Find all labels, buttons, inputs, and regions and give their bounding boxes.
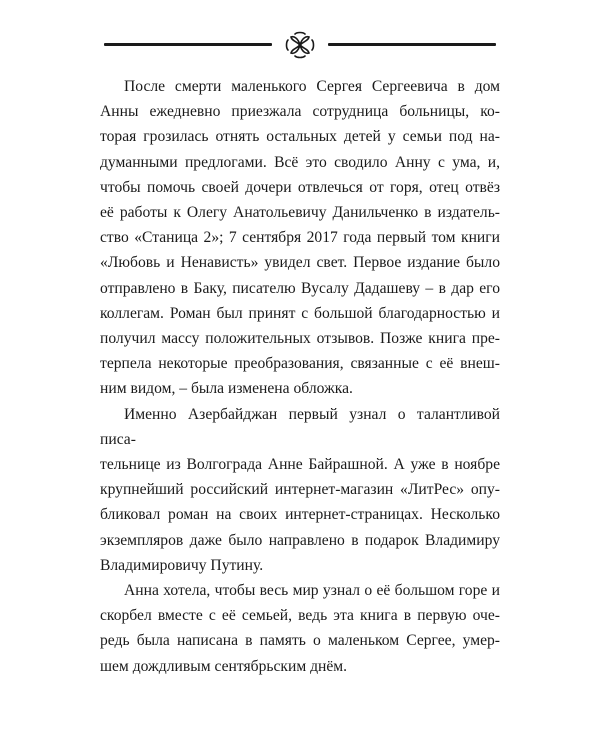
text-line: её работы к Олегу Анатольевичу Данильченко в издатель-	[100, 204, 500, 222]
text-line: редь была написана в память о маленьком Сергее, умер-	[100, 632, 500, 650]
text-line: получил массу положительных отзывов. Позже книга пре-	[100, 330, 500, 348]
body-text	[100, 74, 500, 679]
text-line: экземпляров даже было направлено в подарок Владимиру	[100, 531, 500, 549]
text-line: думанными предлогами. Всё это сводило Анну с ума, и,	[100, 153, 500, 171]
text-line: После смерти маленького Сергея Сергеевича в дом	[124, 78, 500, 95]
text-line: тельнице из Волгограда Анне Байрашной. А уже в ноябре	[100, 456, 500, 474]
text-line: бликовал роман на своих интернет-страницах. Несколько	[100, 506, 500, 524]
text-line: скорбел вместе с её семьей, ведь эта книга в первую оче-	[100, 607, 500, 625]
text-line: крупнейший российский интернет-магазин «ЛитРес» опу-	[100, 481, 500, 499]
text-line: ство «Станица 2»; 7 сентября 2017 года первый том книги	[100, 229, 500, 247]
text-line: торая грозилась отнять остальных детей у семьи под на-	[100, 128, 500, 146]
paragraph-2	[100, 402, 500, 578]
text-line: Анна хотела, чтобы весь мир узнал о её большом горе и	[124, 582, 500, 600]
ornamental-divider	[104, 28, 496, 58]
text-line: Именно Азербайджан первый узнал о талантливой писа-	[100, 405, 500, 448]
paragraph-1	[100, 74, 500, 402]
divider-rule-left	[104, 43, 272, 46]
fleuron-icon	[284, 30, 316, 60]
text-line: коллегам. Роман был принят с большой благодарностью и	[100, 304, 500, 322]
text-line: Владимировичу Путину.	[100, 556, 264, 574]
text-line: Анны ежедневно приезжала сотрудница больницы, ко-	[100, 103, 500, 121]
divider-rule-right	[328, 43, 496, 46]
text-line: чтобы помочь своей дочери отвлечься от горя, отец отвёз	[100, 178, 500, 196]
text-line: ним видом, – была изменена обложка.	[100, 380, 353, 398]
text-line: «Любовь и Ненависть» увидел свет. Первое издание было	[100, 254, 500, 272]
text-line: отправлено в Баку, писателю Вусалу Дадашеву – в дар его	[100, 279, 500, 297]
text-line: терпела некоторые преобразования, связанные с её внеш-	[100, 355, 500, 373]
text-line: шем дождливым сентябрьским днём.	[100, 657, 348, 675]
paragraph-3	[100, 578, 500, 679]
